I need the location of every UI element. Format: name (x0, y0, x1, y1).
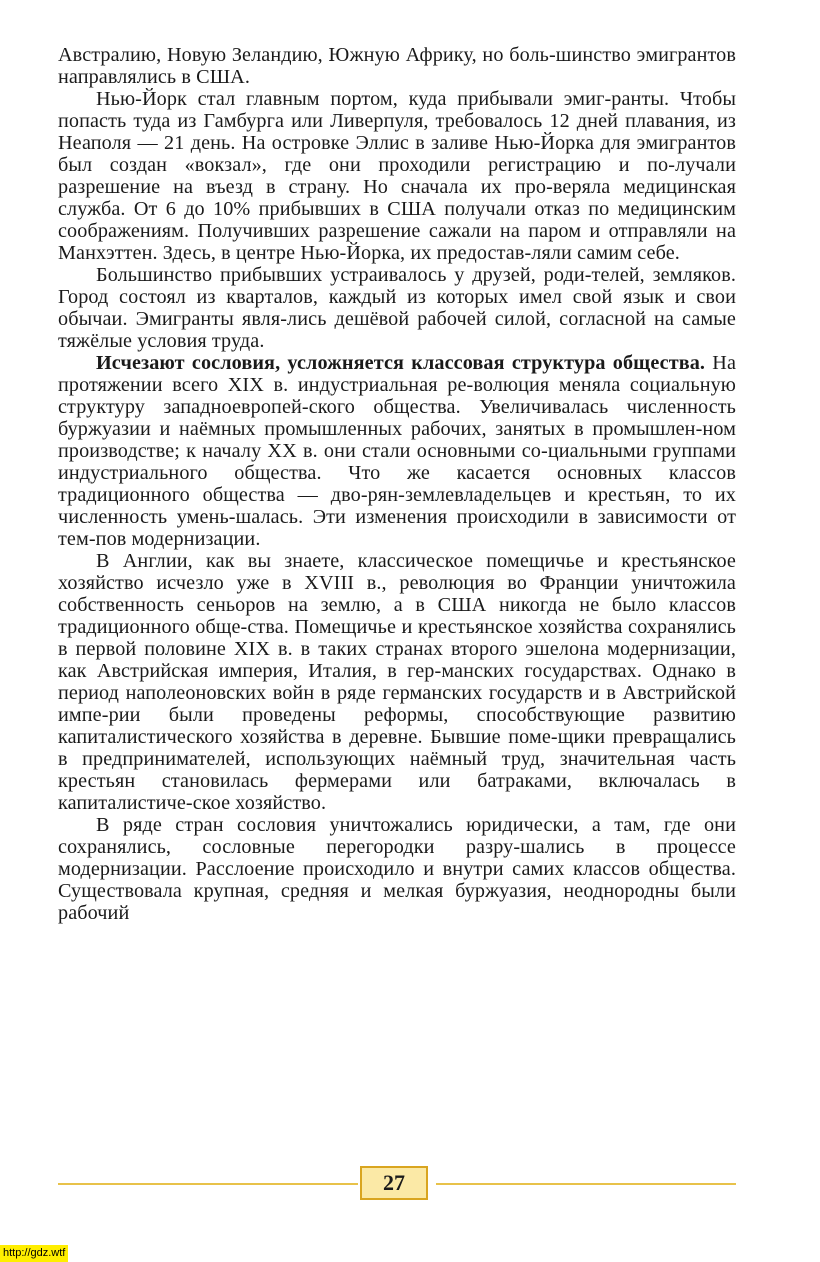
paragraph-6 (58, 814, 736, 924)
paragraph-6-text: В ряде стран сословия уничтожались юридически, а там, где они сохранялись, сословные перегородки разру-шались в процессе модернизации. Расслоение происходило и внутри самих классов общества. Существовала крупная, средняя и мелкая буржуазия, неоднородны были рабочий (58, 814, 736, 924)
footer-rule-left (58, 1183, 358, 1185)
paragraph-3 (58, 264, 736, 352)
page-footer (58, 1166, 736, 1202)
paragraph-2-text: Нью-Йорк стал главным портом, куда прибывали эмиг-ранты. Чтобы попасть туда из Гамбурга или Ливерпуля, требовалось 12 дней плавания, из Неаполя — 21 день. На островке Эллис в заливе Нью-Йорка для эмигрантов был создан «вокзал», где они проходили регистрацию и по-лучали разрешение на въезд в страну. Но сначала их про-веряла медицинская служба. От 6 до 10% прибывших в США получали отказ по медицинским соображениям. Получивших разрешение сажали на паром и отправляли на Манхэттен. Здесь, в центре Нью-Йорка, их предостав-ляли самим себе. (58, 88, 736, 264)
watermark-link[interactable]: http://gdz.wtf (0, 1245, 68, 1262)
page-body-text (58, 44, 736, 924)
page-number: 27 (360, 1166, 428, 1200)
section-heading-inline: Исчезают сословия, усложняется классовая структура общества. (96, 352, 706, 374)
footer-rule-right (436, 1183, 736, 1185)
paragraph-1-text: Австралию, Новую Зеландию, Южную Африку, но боль-шинство эмигрантов направлялись в США. (58, 44, 736, 88)
paragraph-5-text: В Англии, как вы знаете, классическое помещичье и крестьянское хозяйство исчезло уже в XVIII в., революция во Франции уничтожила собственность сеньоров на землю, а в США никогда не было классов традиционного обще-ства. Помещичье и крестьянское хозяйства сохранялись в первой половине XIX в. в таких странах второго эшелона модернизации, как Австрийская империя, Италия, в гер-манских государствах. Однако в период наполеоновских войн в ряде германских государств и в Австрийской импе-рии были проведены реформы, способствующие развитию капиталистического хозяйства в деревне. Бывшие поме-щики превращались в предпринимателей, использующих наёмный труд, значительная часть крестьян становилась фермерами или батраками, включалась в капиталистиче-ское хозяйство. (58, 550, 736, 814)
paragraph-2 (58, 88, 736, 264)
paragraph-4-text: На протяжении всего XIX в. индустриальная ре-волюция меняла социальную структуру западноевропей-ского общества. Увеличивалась численность буржуазии и наёмных промышленных рабочих, занятых в промышлен-ном производстве; к началу XX в. они стали основными со-циальными группами индустриального общества. Что же касается основных классов традиционного общества — дво-рян-землевладельцев и крестьян, то их численность умень-шалась. Эти изменения происходили в зависимости от тем-пов модернизации. (58, 352, 736, 550)
paragraph-4 (58, 352, 736, 550)
paragraph-3-text: Большинство прибывших устраивалось у друзей, роди-телей, земляков. Город состоял из кварталов, каждый из которых имел свой язык и свои обычаи. Эмигранты явля-лись дешёвой рабочей силой, согласной на самые тяжёлые условия труда. (58, 264, 736, 352)
paragraph-5 (58, 550, 736, 814)
paragraph-1 (58, 44, 736, 88)
